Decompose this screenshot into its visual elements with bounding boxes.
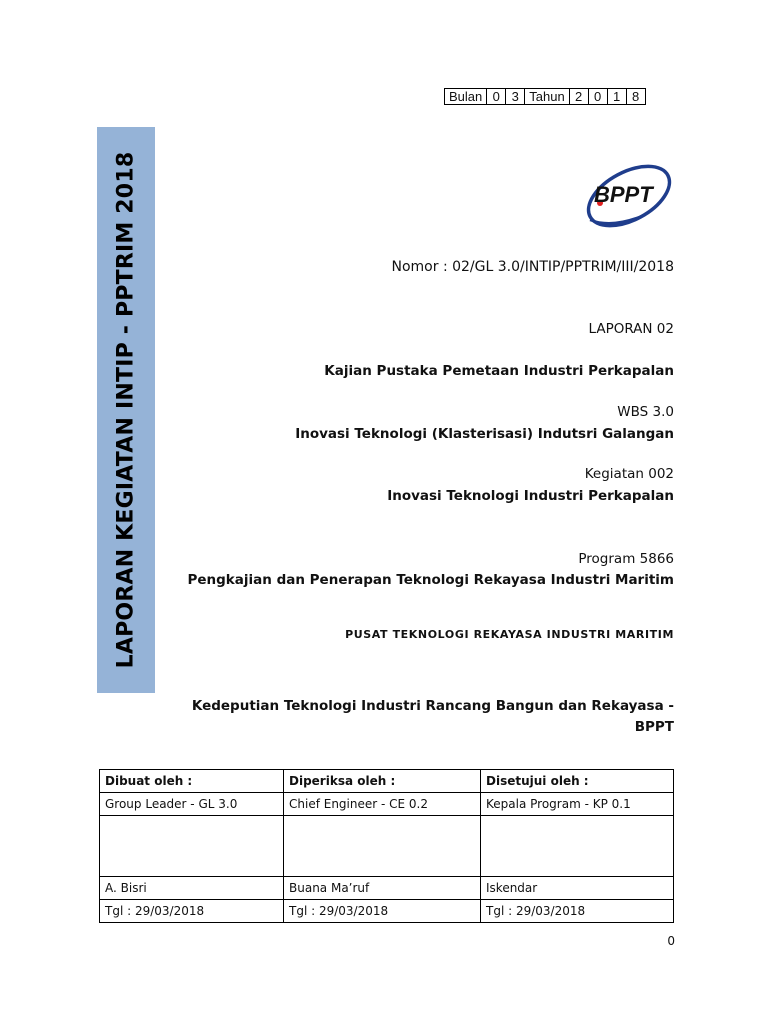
program-label: Program 5866 <box>578 551 674 567</box>
report-title: Kajian Pustaka Pemetaan Industri Perkapalan <box>324 363 674 379</box>
signature-cell <box>284 816 481 877</box>
tahun-digit: 2 <box>569 89 588 105</box>
date-box <box>444 88 646 105</box>
date-cell: Tgl : 29/03/2018 <box>481 900 674 923</box>
table-row <box>100 770 674 793</box>
date-cell: Tgl : 29/03/2018 <box>100 900 284 923</box>
side-banner <box>97 127 155 693</box>
table-row <box>100 816 674 877</box>
kegiatan-title: Inovasi Teknologi Industri Perkapalan <box>387 488 674 504</box>
wbs-label: WBS 3.0 <box>617 404 674 420</box>
name-cell: Buana Ma’ruf <box>284 877 481 900</box>
program-title: Pengkajian dan Penerapan Teknologi Rekayasa Industri Maritim <box>187 572 674 588</box>
role-cell: Group Leader - GL 3.0 <box>100 793 284 816</box>
table-row <box>100 877 674 900</box>
report-label: LAPORAN 02 <box>588 321 674 337</box>
header-cell: Disetujui oleh : <box>481 770 674 793</box>
header-cell: Dibuat oleh : <box>100 770 284 793</box>
bulan-digit: 0 <box>487 89 506 105</box>
wbs-title: Inovasi Teknologi (Klasterisasi) Indutsri Galangan <box>295 426 674 442</box>
bulan-digit: 3 <box>506 89 525 105</box>
bppt-logo-icon <box>582 158 674 234</box>
name-cell: A. Bisri <box>100 877 284 900</box>
name-cell: Iskendar <box>481 877 674 900</box>
side-banner-title: LAPORAN KEGIATAN INTIP - PPTRIM 2018 <box>113 151 139 669</box>
kegiatan-label: Kegiatan 002 <box>584 466 674 482</box>
tahun-digit: 1 <box>607 89 626 105</box>
role-cell: Chief Engineer - CE 0.2 <box>284 793 481 816</box>
table-row <box>100 793 674 816</box>
bppt-logo-graphic <box>582 158 674 234</box>
tahun-digit: 0 <box>588 89 607 105</box>
signature-cell <box>481 816 674 877</box>
header-cell: Diperiksa oleh : <box>284 770 481 793</box>
bppt-logo-text: BPPT <box>594 182 653 207</box>
tahun-label: Tahun <box>525 89 569 105</box>
bulan-label: Bulan <box>445 89 487 105</box>
document-number: Nomor : 02/GL 3.0/INTIP/PPTRIM/III/2018 <box>391 259 674 275</box>
date-cell: Tgl : 29/03/2018 <box>284 900 481 923</box>
signature-table <box>99 769 674 923</box>
page-number: 0 <box>667 934 675 948</box>
role-cell: Kepala Program - KP 0.1 <box>481 793 674 816</box>
tahun-digit: 8 <box>626 89 645 105</box>
deputy-line-2: BPPT <box>634 719 674 735</box>
deputy-line-1: Kedeputian Teknologi Industri Rancang Bangun dan Rekayasa - <box>191 698 674 714</box>
table-row <box>100 900 674 923</box>
signature-cell <box>100 816 284 877</box>
center-name: PUSAT TEKNOLOGI REKAYASA INDUSTRI MARITIM <box>345 628 674 641</box>
